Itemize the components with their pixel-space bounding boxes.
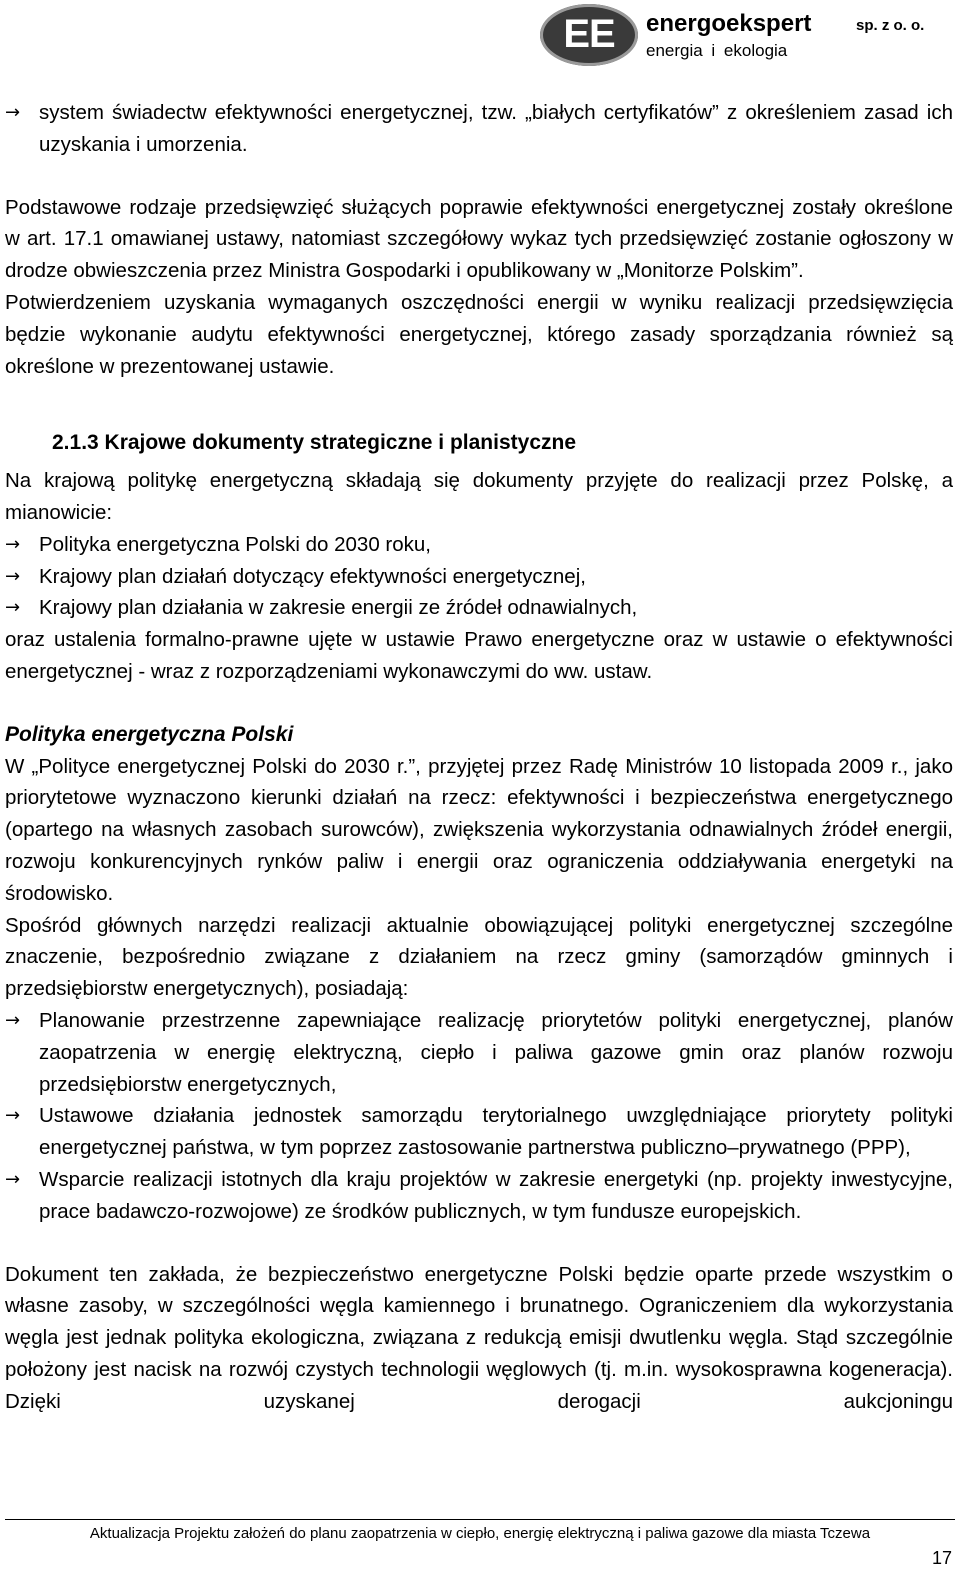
footer-text: Aktualizacja Projektu założeń do planu zaopatrzenia w ciepło, energię elektryczną i paliwa gazowe dla miasta Tczewa: [89, 1525, 871, 1542]
list-item: [5, 97, 953, 161]
list-item: [5, 529, 953, 561]
company-logo: [540, 4, 960, 68]
paragraph: Podstawowe rodzaje przedsięwzięć służących poprawie efektywności energetycznej zostały określone w art. 17.1 omawianej ustawy, natomiast szczegółowy wykaz tych przedsięwzięć zostanie ogłoszony w drodze obwieszczenia przez Ministra Gospodarki i opublikowany w „Monitorze Polskim”.: [5, 195, 953, 283]
list-item: [5, 1164, 953, 1228]
list-item-text: Planowanie przestrzenne zapewniające realizację priorytetów polityki energetycznej, planów zaopatrzenia w energię elektryczną, ciepło i paliwa gazowe gmin oraz planów rozwoju przedsiębiorstw energetycznych,: [39, 1008, 953, 1096]
paragraph: W „Polityce energetycznej Polski do 2030 r.”, przyjętej przez Radę Ministrów 10 listopada 2009 r., jako priorytetowe wyznaczono kierunki działań na rzecz: efektywności i bezpieczeństwa energetycznego (opartego na własnych zasobach surowców), zwiększenia wykorzystania odnawialnych źródeł energii, rozwoju konkurencyjnych rynków paliw i energii oraz ograniczenia oddziaływania energetyki na środowisko.: [5, 754, 953, 905]
company-name: energoekspert: [646, 10, 812, 37]
company-suffix: sp. z o. o.: [856, 17, 925, 34]
arrow-bullet-icon: →: [5, 565, 21, 587]
arrow-bullet-icon: →: [5, 533, 21, 555]
subheading: Polityka energetyczna Polski: [5, 722, 294, 746]
list-item: [5, 1100, 953, 1164]
section-heading: 2.1.3 Krajowe dokumenty strategiczne i planistyczne: [52, 431, 577, 455]
paragraph: oraz ustalenia formalno-prawne ujęte w ustawie Prawo energetyczne oraz w ustawie o efektywności energetycznej - wraz z rozporządzeniami wykonawczymi do ww. ustaw.: [5, 628, 953, 683]
list-item-text: Polityka energetyczna Polski do 2030 roku,: [39, 532, 432, 556]
company-tagline: energia i ekologia: [646, 41, 788, 60]
logo-mark: EE: [563, 12, 615, 56]
list-item: [5, 1005, 953, 1100]
intro-bullet-text: system świadectw efektywności energetycznej, tzw. „białych certyfikatów” z określeniem zasad ich uzyskania i umorzenia.: [39, 101, 953, 156]
document-body: [5, 97, 953, 1417]
paragraph: Na krajową politykę energetyczną składają się dokumenty przyjęte do realizacji przez Polskę, a mianowicie:: [5, 469, 953, 524]
arrow-bullet-icon: →: [5, 597, 21, 619]
list-item: [5, 592, 953, 624]
arrow-bullet-icon: →: [5, 1168, 21, 1190]
list-item-text: Krajowy plan działań dotyczący efektywności energetycznej,: [39, 564, 586, 588]
paragraph: Dokument ten zakłada, że bezpieczeństwo energetyczne Polski będzie oparte przede wszystkim o własne zasoby, w szczególności węgla kamiennego i brunatnego. Ograniczeniem dla wykorzystania węgla jest jednak polityka ekologiczna, związana z redukcją emisji dwutlenku węgla. Stąd szczególnie położony jest nacisk na rozwój czystych technologii węglowych (tj. m.in. wysokosprawna kogeneracja). Dzięki uzyskanej derogacji aukcjoningu: [5, 1262, 953, 1413]
page-number: 17: [931, 1548, 952, 1568]
list-item-text: Krajowy plan działania w zakresie energii ze źródeł odnawialnych,: [39, 596, 638, 620]
arrow-bullet-icon: →: [5, 1105, 21, 1127]
footer-divider: [5, 1519, 955, 1520]
paragraph: Potwierdzeniem uzyskania wymaganych oszczędności energii w wyniku realizacji przedsięwzięcia będzie wykonanie audytu efektywności energetycznej, którego zasady sporządzania również są określone w prezentowanej ustawie.: [5, 290, 953, 378]
arrow-bullet-icon: →: [5, 1009, 21, 1031]
arrow-bullet-icon: →: [5, 102, 21, 123]
list-item-text: Ustawowe działania jednostek samorządu terytorialnego uwzględniające priorytety polityki energetycznej państwa, w tym poprzez zastosowanie partnerstwa publiczno–prywatnego (PPP),: [39, 1104, 953, 1160]
list-item: [5, 561, 953, 593]
list-item-text: Wsparcie realizacji istotnych dla kraju projektów w zakresie energetyki (np. projekty inwestycyjne, prace badawczo-rozwojowe) ze środków publicznych, w tym fundusze europejskich.: [39, 1167, 953, 1223]
paragraph: Spośród głównych narzędzi realizacji aktualnie obowiązującej polityki energetycznej szczególne znaczenie, bezpośrednio związane z działaniem na rzecz gminy (samorządów gminnych i przedsiębiorstw energetycznych), posiadają:: [5, 913, 953, 1001]
